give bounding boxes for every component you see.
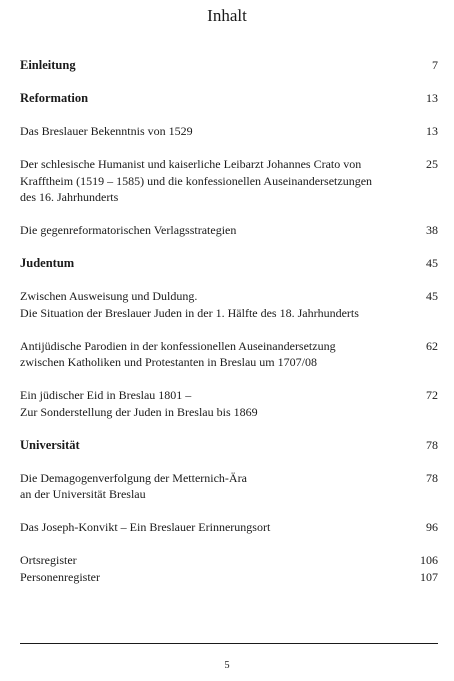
toc-entry-page: 107 <box>420 569 438 584</box>
toc-entry-line: Antijüdische Parodien in der konfessionellen Auseinandersetzung <box>20 338 336 353</box>
toc-entry-line: zwischen Katholiken und Protestanten in Breslau um 1707/08 <box>20 355 317 369</box>
toc-entry-title: Ortsregister <box>20 553 77 567</box>
toc-entry-einleitung[interactable] <box>20 57 438 74</box>
toc-entry-title <box>20 470 247 503</box>
toc-entry-reformation[interactable] <box>20 90 438 107</box>
toc-entry-line: Zwischen Ausweisung und Duldung. <box>20 289 198 303</box>
toc-entry-line: an der Universität Breslau <box>20 487 146 501</box>
toc-entry-crato[interactable] <box>20 156 438 206</box>
toc-entry-title: Personenregister <box>20 569 100 584</box>
toc-entry-page: 96 <box>426 520 438 534</box>
toc-entry-page: 45 <box>426 289 438 303</box>
toc-entry-title <box>20 387 258 420</box>
toc-entry-eid[interactable] <box>20 387 438 420</box>
toc-entry-line: Die Demagogenverfolgung der Metternich-Ära <box>20 470 247 485</box>
footer-rule <box>20 643 438 644</box>
toc-entry-page: 7 <box>432 58 438 72</box>
toc-entry-title: Judentum <box>20 256 75 270</box>
table-of-contents <box>20 55 438 585</box>
toc-entry-title: Das Joseph-Konvikt – Ein Breslauer Erinnerungsort <box>20 520 271 534</box>
toc-entry-parodien[interactable] <box>20 338 438 371</box>
toc-entry-universitaet[interactable] <box>20 437 438 454</box>
toc-entry-page: 78 <box>426 437 438 452</box>
toc-entry-page: 38 <box>426 223 438 237</box>
toc-entry-line: Krafftheim (1519 – 1585) und die konfessionellen Auseinandersetzungen <box>20 173 373 188</box>
toc-entry-title: Reformation <box>20 91 89 105</box>
toc-entry-line: Zur Sonderstellung der Juden in Breslau bis 1869 <box>20 404 258 419</box>
toc-entry-line: des 16. Jahrhunderts <box>20 190 119 204</box>
toc-entry-page: 25 <box>426 157 438 171</box>
toc-entry-page: 78 <box>426 470 438 485</box>
page-title: Inhalt <box>207 6 247 25</box>
toc-entry-page: 72 <box>426 388 438 402</box>
toc-entry-title <box>20 156 372 206</box>
toc-entry-title <box>20 338 336 371</box>
toc-entry-verlagsstrategien[interactable] <box>20 222 438 239</box>
toc-entry-page: 45 <box>426 256 438 270</box>
toc-entry-page: 62 <box>426 338 438 353</box>
toc-entry-line: Die Situation der Breslauer Juden in der 1. Hälfte des 18. Jahrhunderts <box>20 305 359 320</box>
toc-entry-konvikt[interactable] <box>20 519 438 536</box>
toc-entry-ortsregister[interactable] <box>20 552 438 569</box>
toc-entry-title: Einleitung <box>20 58 76 72</box>
toc-entry-title: Universität <box>20 437 80 452</box>
toc-entry-bekenntnis[interactable] <box>20 123 438 140</box>
toc-entry-personenregister[interactable] <box>20 569 438 586</box>
toc-entry-page: 106 <box>420 553 438 567</box>
toc-entry-title: Die gegenreformatorischen Verlagsstrategien <box>20 223 237 237</box>
toc-entry-line: Ein jüdischer Eid in Breslau 1801 – <box>20 388 192 402</box>
toc-entry-line: Der schlesische Humanist und kaiserliche Leibarzt Johannes Crato von <box>20 157 362 171</box>
toc-entry-page: 13 <box>426 124 438 138</box>
toc-entry-title: Das Breslauer Bekenntnis von 1529 <box>20 124 193 138</box>
page-number: 5 <box>224 660 230 671</box>
toc-entry-page: 13 <box>426 91 438 105</box>
toc-entry-demagogenverfolgung[interactable] <box>20 470 438 503</box>
toc-entry-judentum[interactable] <box>20 255 438 272</box>
toc-entry-title <box>20 288 359 321</box>
toc-entry-ausweisung[interactable] <box>20 288 438 321</box>
